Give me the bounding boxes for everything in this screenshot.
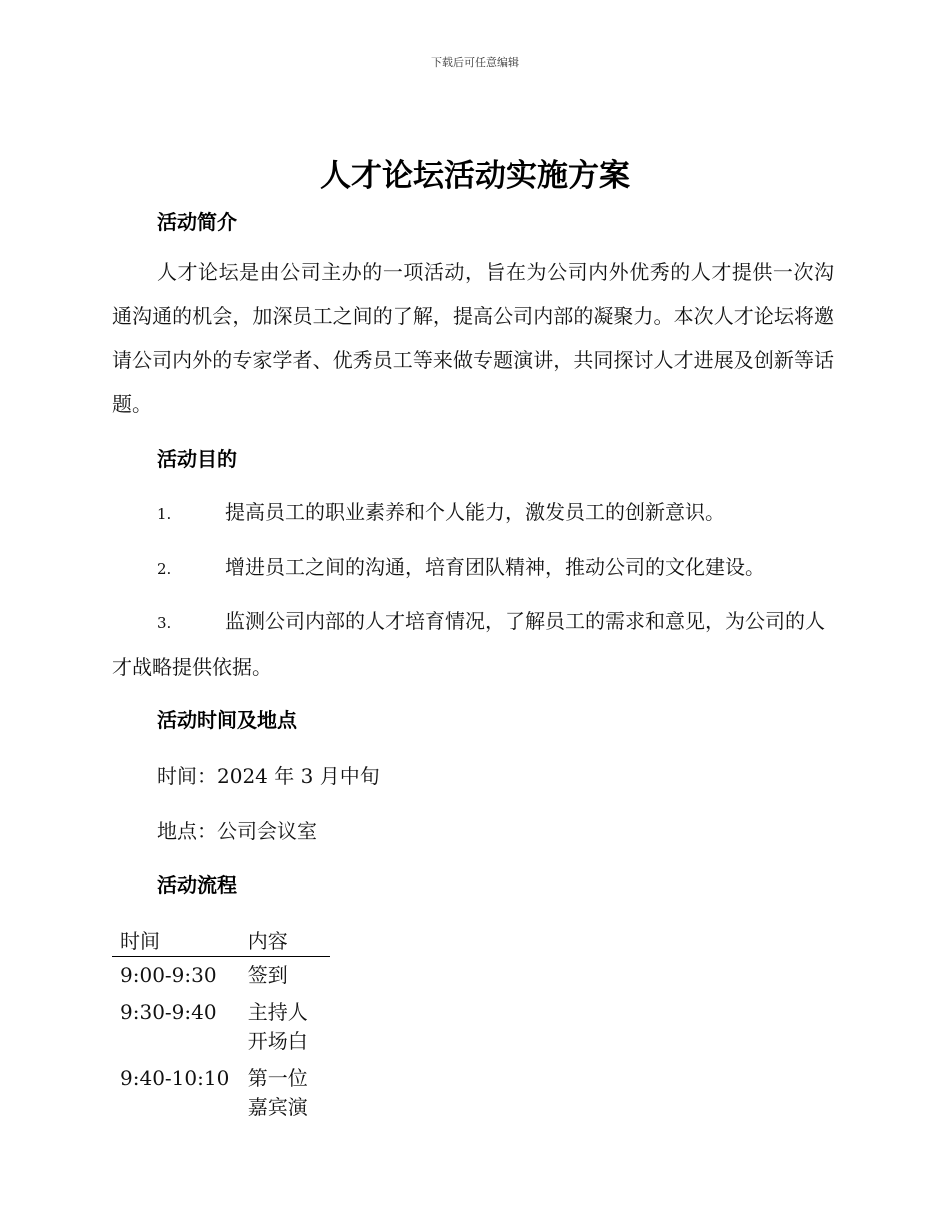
list-item-text: 监测公司内部的人才培育情况，了解员工的需求和意见，为公司的人才战略提供依据。 <box>112 609 825 679</box>
list-number: 3. <box>157 614 172 632</box>
table-cell-time: 9:00-9:30 <box>120 963 217 987</box>
table-cell-time: 9:40-10:10 <box>120 1066 230 1090</box>
event-time: 时间：2024 年 3 月中旬 <box>157 764 380 788</box>
list-item-text: 提高员工的职业素养和个人能力，激发员工的创新意识。 <box>225 500 725 524</box>
table-row <box>112 1060 330 1126</box>
document-title: 人才论坛活动实施方案 <box>320 158 630 194</box>
event-place: 地点：公司会议室 <box>157 819 317 843</box>
list-number: 1. <box>157 505 172 523</box>
purpose-list-item <box>112 490 834 536</box>
page-header-note: 下载后可任意编辑 <box>431 56 519 69</box>
column-header-content: 内容 <box>240 925 330 957</box>
section-heading-time-place: 活动时间及地点 <box>157 708 297 732</box>
section-heading-intro: 活动简介 <box>157 210 237 234</box>
table-cell-content: 签到 <box>247 963 288 987</box>
table-cell-content: 主持人开场白 <box>247 1000 308 1053</box>
intro-paragraph: 人才论坛是由公司主办的一项活动，旨在为公司内外优秀的人才提供一次沟通沟通的机会，加深员工之间的了解，提高公司内部的凝聚力。本次人才论坛将邀请公司内外的专家学者、优秀员工等来做专题演讲，共同探讨人才进展及创新等话题。 <box>112 260 834 416</box>
section-heading-flow: 活动流程 <box>157 873 237 897</box>
purpose-list-item <box>112 599 834 689</box>
purpose-list-item <box>112 545 834 591</box>
section-heading-purpose: 活动目的 <box>157 447 237 471</box>
table-header-row <box>112 925 330 957</box>
table-cell-content: 第一位嘉宾演 <box>247 1066 308 1119</box>
list-item-text: 增进员工之间的沟通，培育团队精神，推动公司的文化建设。 <box>225 555 765 579</box>
list-number: 2. <box>157 560 172 578</box>
table-row <box>112 994 330 1060</box>
schedule-table <box>112 925 330 1126</box>
column-header-time: 时间 <box>112 925 240 957</box>
table-cell-time: 9:30-9:40 <box>120 1000 217 1024</box>
table-row <box>112 957 330 995</box>
